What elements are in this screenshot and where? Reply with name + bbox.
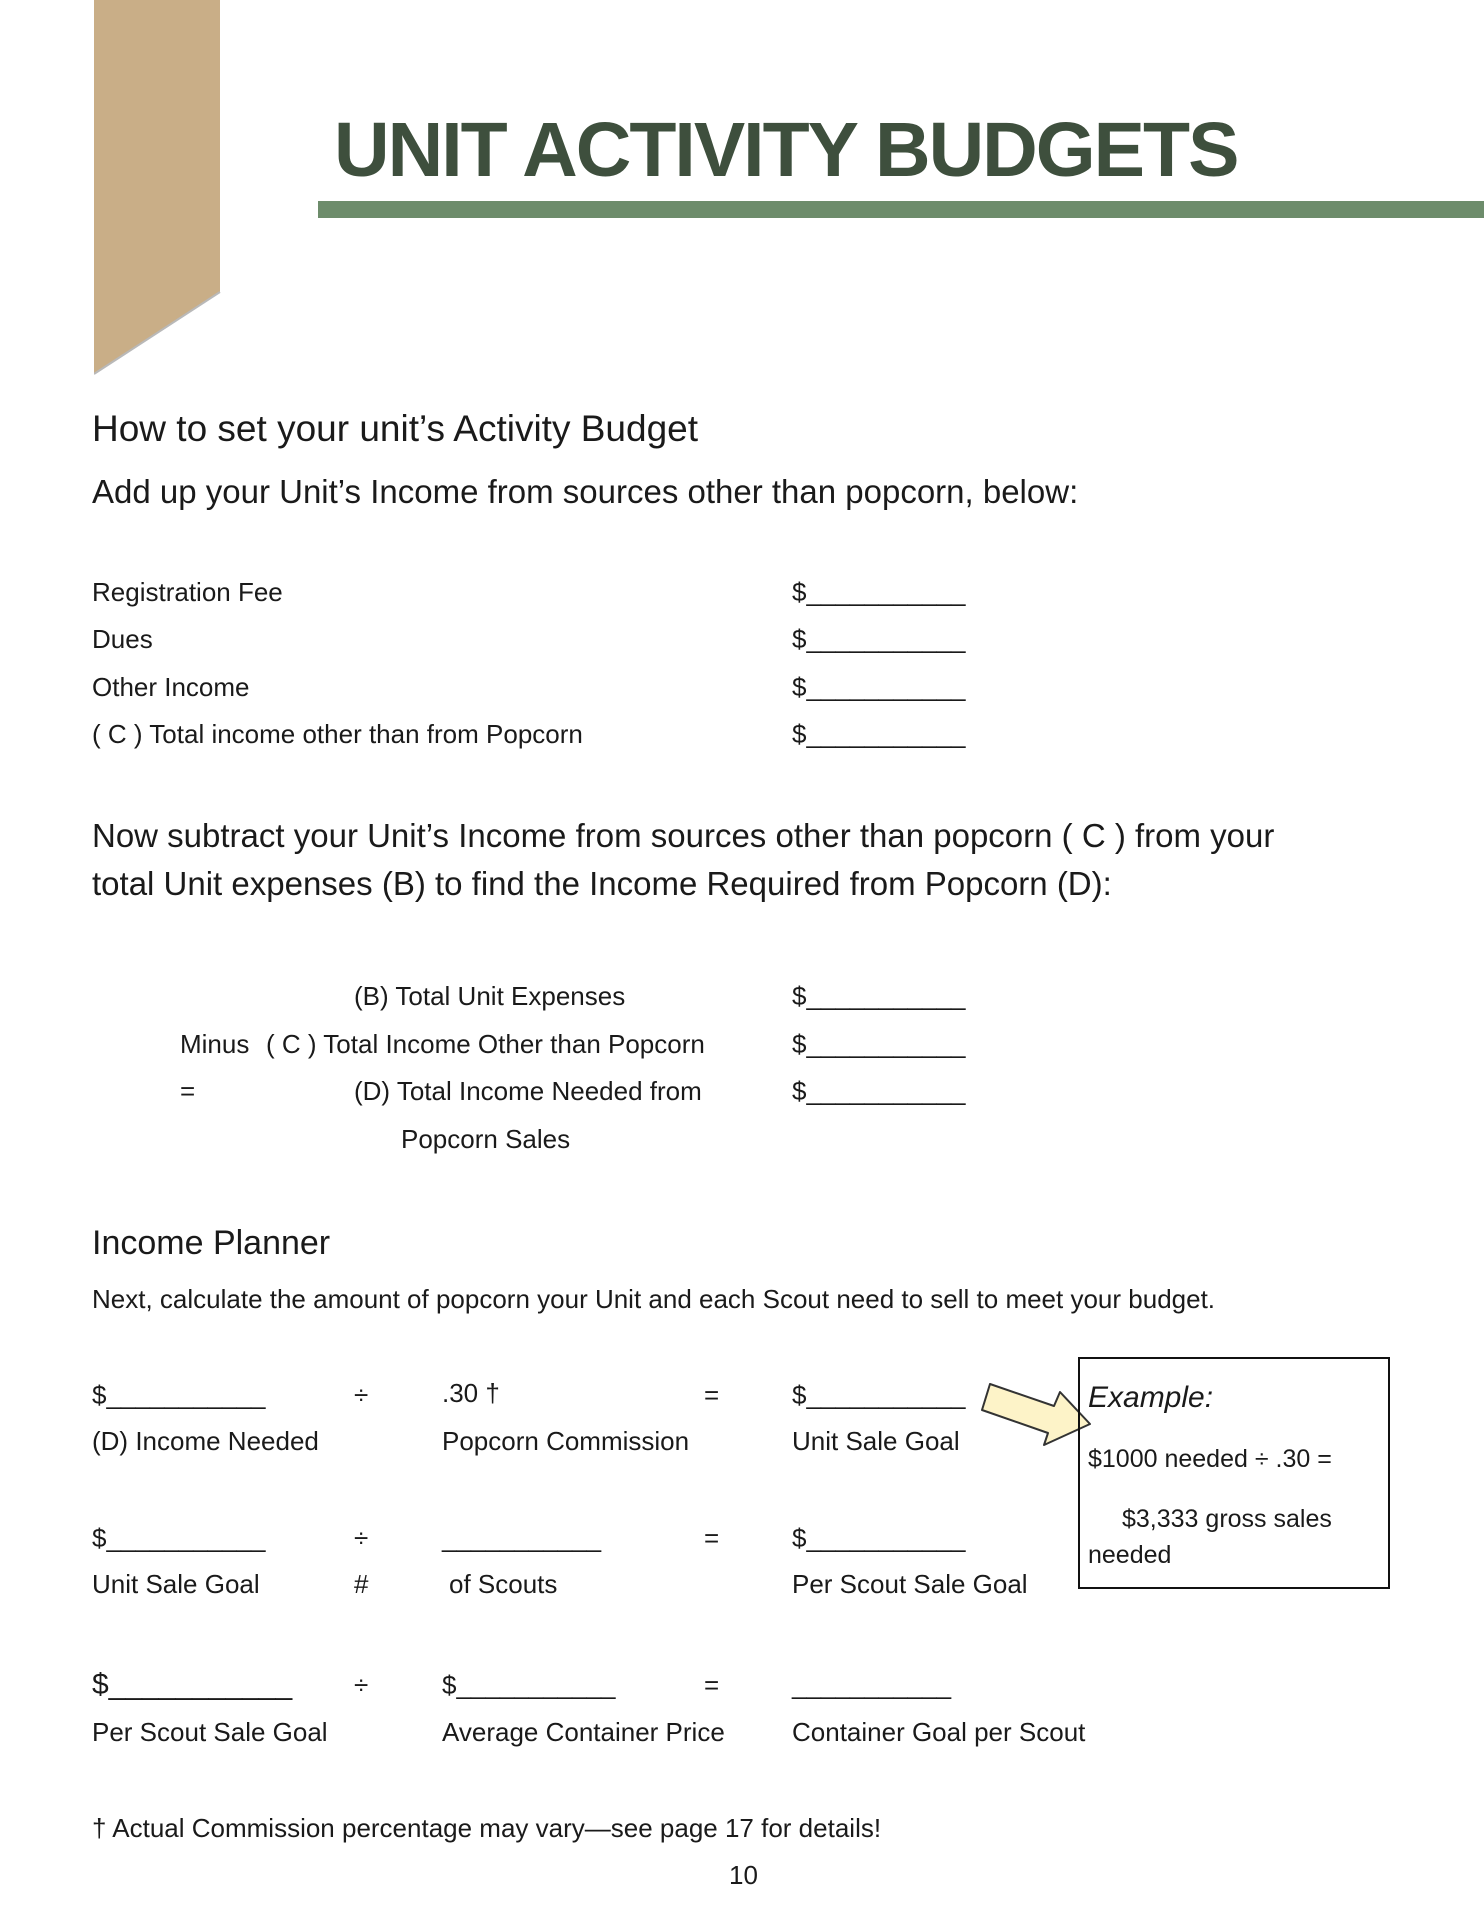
blank-average-container-price[interactable]: $___________ bbox=[442, 1670, 616, 1700]
blank-container-goal[interactable]: ___________ bbox=[792, 1670, 952, 1700]
row-label-registration-fee: Registration Fee bbox=[92, 577, 283, 607]
footnote: † Actual Commission percentage may vary—see page 17 for details! bbox=[92, 1813, 882, 1843]
blank-dues[interactable]: $___________ bbox=[792, 624, 966, 654]
row-label-other-income: Other Income bbox=[92, 672, 250, 702]
label-total-income-needed: (D) Total Income Needed from bbox=[354, 1076, 702, 1106]
label-unit-sale-goal-2: Unit Sale Goal bbox=[92, 1569, 260, 1599]
blank-total-income-needed[interactable]: $___________ bbox=[792, 1076, 966, 1106]
label-container-goal: Container Goal per Scout bbox=[792, 1717, 1086, 1747]
page-title: UNIT ACTIVITY BUDGETS bbox=[334, 107, 1238, 193]
section2-intro-line1: Now subtract your Unit’s Income from sources other than popcorn ( C ) from your bbox=[92, 817, 1275, 854]
label-popcorn-commission: Popcorn Commission bbox=[442, 1426, 690, 1456]
label-total-income-other: ( C ) Total Income Other than Popcorn bbox=[266, 1029, 705, 1059]
divide-sign: ÷ bbox=[354, 1380, 369, 1410]
label-popcorn-sales: Popcorn Sales bbox=[401, 1124, 571, 1154]
divide-sign: ÷ bbox=[354, 1670, 369, 1700]
equals-sign: = bbox=[704, 1380, 720, 1410]
blank-per-scout-sale-goal[interactable]: $___________ bbox=[792, 1523, 966, 1553]
commission-value: .30 † bbox=[442, 1378, 500, 1408]
blank-number-of-scouts[interactable]: ___________ bbox=[442, 1523, 602, 1553]
page-number: 10 bbox=[729, 1860, 758, 1890]
divide-sign: ÷ bbox=[354, 1523, 369, 1553]
ribbon-decoration bbox=[94, 0, 224, 380]
equals-prefix: = bbox=[180, 1076, 196, 1106]
equals-sign: = bbox=[704, 1670, 720, 1700]
label-total-unit-expenses: (B) Total Unit Expenses bbox=[354, 981, 626, 1011]
label-of-scouts: of Scouts bbox=[449, 1569, 558, 1599]
label-per-scout-sale-goal-2: Per Scout Sale Goal bbox=[92, 1717, 328, 1747]
blank-total-other-income[interactable]: $___________ bbox=[792, 719, 966, 749]
blank-per-scout-sale-goal-2[interactable]: $___________ bbox=[92, 1668, 293, 1701]
blank-total-unit-expenses[interactable]: $___________ bbox=[792, 981, 966, 1011]
example-line1: $1000 needed ÷ .30 = bbox=[1088, 1445, 1332, 1473]
example-box bbox=[1078, 1357, 1390, 1589]
label-per-scout-sale-goal: Per Scout Sale Goal bbox=[792, 1569, 1028, 1599]
planner-heading: Income Planner bbox=[92, 1224, 331, 1262]
minus-prefix: Minus bbox=[180, 1029, 250, 1059]
section2-intro-line2: total Unit expenses (B) to find the Income Required from Popcorn (D): bbox=[92, 865, 1112, 902]
row-label-dues: Dues bbox=[92, 624, 153, 654]
section1-intro: Add up your Unit’s Income from sources other than popcorn, below: bbox=[92, 473, 1079, 510]
blank-total-income-other[interactable]: $___________ bbox=[792, 1029, 966, 1059]
example-title: Example: bbox=[1088, 1381, 1214, 1414]
label-income-needed: (D) Income Needed bbox=[92, 1426, 319, 1456]
example-line3: needed bbox=[1088, 1541, 1172, 1569]
blank-unit-sale-goal-2[interactable]: $___________ bbox=[92, 1523, 266, 1553]
label-average-container-price: Average Container Price bbox=[442, 1717, 725, 1747]
section1-heading: How to set your unit’s Activity Budget bbox=[92, 408, 699, 449]
equals-sign: = bbox=[704, 1523, 720, 1553]
blank-other-income[interactable]: $___________ bbox=[792, 672, 966, 702]
blank-income-needed[interactable]: $___________ bbox=[92, 1380, 266, 1410]
title-underline bbox=[318, 201, 1484, 218]
example-line2: $3,333 gross sales bbox=[1122, 1505, 1332, 1533]
blank-registration-fee[interactable]: $___________ bbox=[792, 577, 966, 607]
planner-intro: Next, calculate the amount of popcorn your Unit and each Scout need to sell to meet your budget. bbox=[92, 1284, 1216, 1314]
blank-unit-sale-goal[interactable]: $___________ bbox=[792, 1380, 966, 1410]
row-label-total-other-income: ( C ) Total income other than from Popcorn bbox=[92, 719, 583, 749]
number-sign: # bbox=[354, 1569, 369, 1599]
label-unit-sale-goal: Unit Sale Goal bbox=[792, 1426, 960, 1456]
